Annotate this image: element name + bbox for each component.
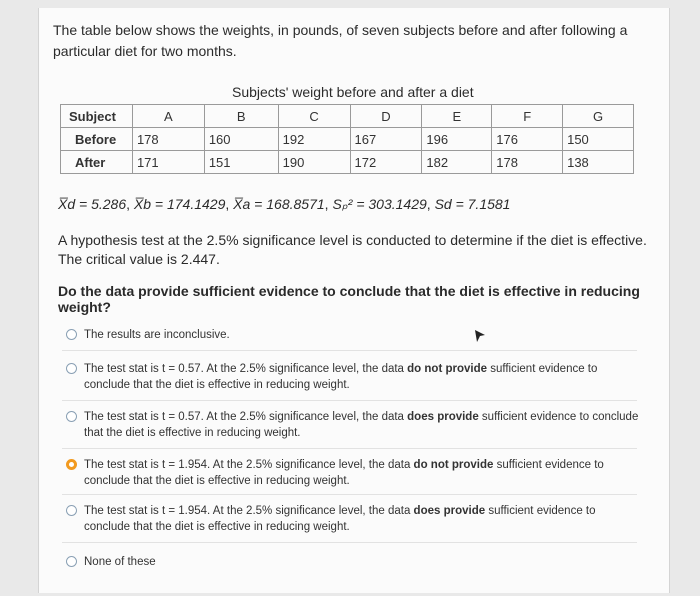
table-cell: 138 bbox=[563, 151, 634, 174]
table-cell: 190 bbox=[278, 151, 350, 174]
option-label: None of these bbox=[84, 556, 156, 568]
answer-option-1[interactable] bbox=[62, 327, 642, 343]
stat-xb: X̅b = 174.1429 bbox=[133, 196, 226, 212]
header-g: G bbox=[563, 105, 634, 128]
radio-button[interactable] bbox=[66, 363, 77, 374]
divider bbox=[62, 448, 637, 449]
hypothesis-text: A hypothesis test at the 2.5% significance level is conducted to determine if the diet is effective. The critical value is 2.447. bbox=[58, 232, 647, 267]
radio-button-selected[interactable] bbox=[66, 459, 77, 470]
divider bbox=[62, 350, 637, 351]
radio-button[interactable] bbox=[66, 556, 77, 567]
header-f: F bbox=[492, 105, 563, 128]
mouse-cursor-icon bbox=[474, 329, 486, 343]
table-cell: 182 bbox=[422, 151, 492, 174]
intro-text: The table below shows the weights, in pounds, of seven subjects before and after following a particular diet for two months. bbox=[53, 22, 628, 59]
header-c: C bbox=[278, 105, 350, 128]
table-cell: 178 bbox=[132, 128, 204, 151]
table-cell: 150 bbox=[563, 128, 634, 151]
table-cell: 178 bbox=[492, 151, 563, 174]
table-cell: 160 bbox=[204, 128, 278, 151]
header-b: B bbox=[204, 105, 278, 128]
radio-button[interactable] bbox=[66, 411, 77, 422]
header-e: E bbox=[422, 105, 492, 128]
summary-statistics: X̅d = 5.286, X̅b = 174.1429, X̅a = 168.8571, Sₚ² = 303.1429, Sd = 7.1581 bbox=[58, 196, 511, 212]
table-cell: 172 bbox=[350, 151, 422, 174]
answer-option-5[interactable] bbox=[62, 503, 642, 535]
table-row-after bbox=[61, 151, 634, 174]
option-label: The results are inconclusive. bbox=[84, 329, 230, 341]
row-label-after: After bbox=[61, 151, 133, 174]
option-label: The test stat is t = 0.57. At the 2.5% significance level, the data do not provide sufficient evidence to conclude that the diet is effective in reducing weight. bbox=[84, 363, 598, 391]
question-text: Do the data provide sufficient evidence to conclude that the diet is effective in reducing weight? bbox=[58, 283, 640, 315]
table-cell: 192 bbox=[278, 128, 350, 151]
table-row-before bbox=[61, 128, 634, 151]
answer-option-6[interactable] bbox=[62, 554, 642, 570]
stat-sp2: Sₚ² = 303.1429 bbox=[332, 196, 427, 212]
table-cell: 167 bbox=[350, 128, 422, 151]
table-cell: 151 bbox=[204, 151, 278, 174]
row-label-before: Before bbox=[61, 128, 133, 151]
answer-option-2[interactable] bbox=[62, 361, 642, 393]
weights-table bbox=[60, 104, 634, 174]
table-cell: 176 bbox=[492, 128, 563, 151]
divider bbox=[62, 400, 637, 401]
header-a: A bbox=[132, 105, 204, 128]
stat-xa: X̅a = 168.8571 bbox=[233, 196, 325, 212]
divider bbox=[62, 494, 637, 495]
option-label: The test stat is t = 1.954. At the 2.5% significance level, the data do not provide sufficient evidence to conclude that the diet is effective in reducing weight. bbox=[84, 459, 604, 487]
stat-sd: Sd = 7.1581 bbox=[434, 196, 511, 212]
table-header-row bbox=[61, 105, 634, 128]
divider bbox=[62, 542, 637, 543]
table-cell: 171 bbox=[132, 151, 204, 174]
header-d: D bbox=[350, 105, 422, 128]
answer-option-3[interactable] bbox=[62, 409, 642, 441]
table-caption: Subjects' weight before and after a diet bbox=[232, 84, 474, 100]
radio-button[interactable] bbox=[66, 329, 77, 340]
header-subject: Subject bbox=[61, 105, 133, 128]
option-label: The test stat is t = 1.954. At the 2.5% significance level, the data does provide sufficient evidence to conclude that the diet is effective in reducing weight. bbox=[84, 505, 596, 533]
table-cell: 196 bbox=[422, 128, 492, 151]
answer-option-4[interactable] bbox=[62, 457, 642, 489]
option-label: The test stat is t = 0.57. At the 2.5% significance level, the data does provide sufficient evidence to conclude that the diet is effective in reducing weight. bbox=[84, 411, 639, 439]
stat-xd: X̅d = 5.286 bbox=[58, 196, 127, 212]
radio-button[interactable] bbox=[66, 505, 77, 516]
